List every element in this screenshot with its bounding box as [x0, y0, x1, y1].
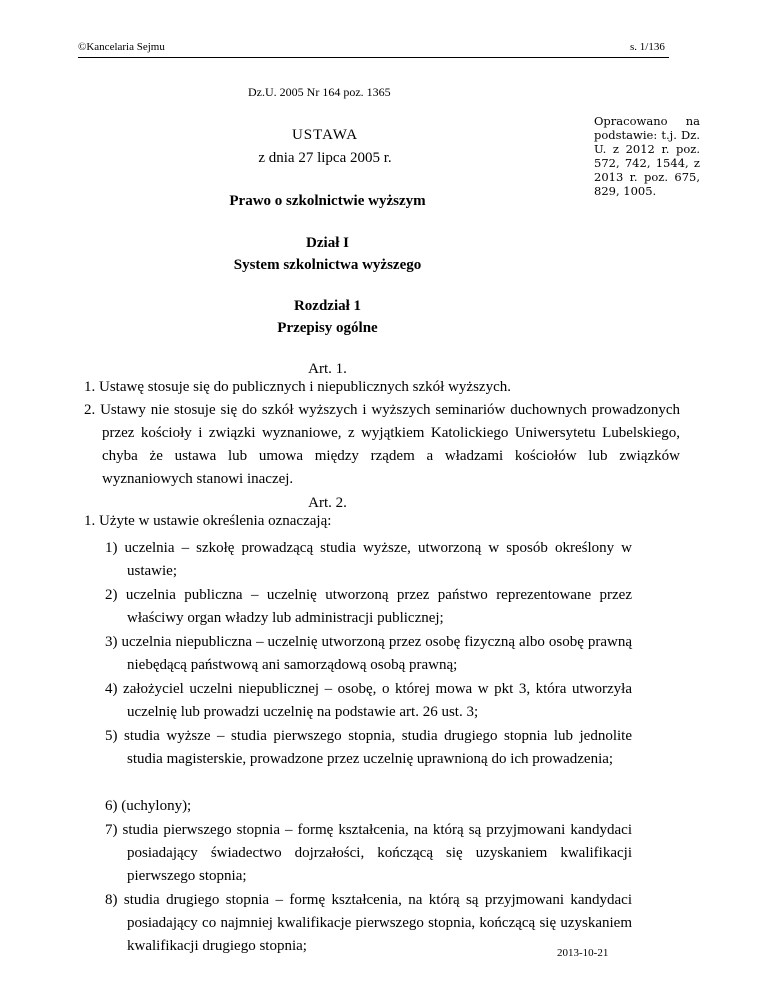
article-2-point-4: 4) założyciel uczelni niepublicznej – osobę, o której mowa w pkt 3, która utworzyła uczelnię lub prowadzi uczelnię na podstawie art. 26 ust. 3; — [105, 681, 632, 720]
act-title: Prawo o szkolnictwie wyższym — [229, 193, 426, 209]
article-2-heading: Art. 2. — [308, 495, 347, 511]
article-1-paragraph-2: 2. Ustawy nie stosuje się do szkół wyższych i wyższych seminariów duchownych prowadzonych przez kościoły i związki wyznaniowe, z wyjątkiem Katolickiego Uniwersytetu Lubelskiego, chyba że ustawa lub umowa między rządem a władzami kościołów lub związków wyznaniowych stanowi inaczej. — [84, 402, 680, 487]
article-2-point-3: 3) uczelnia niepubliczna – uczelnię utworzoną przez osobę fizyczną albo osobę prawną niebędącą państwową ani samorządową osobą prawną; — [105, 634, 632, 673]
journal-reference: Dz.U. 2005 Nr 164 poz. 1365 — [248, 85, 391, 99]
article-2-point-8: 8) studia drugiego stopnia – formę kształcenia, na którą są przyjmowani kandydaci posiadający co najmniej kwalifikacje pierwszego stopnia, kończącą się uzyskaniem kwalifikacji drugiego stopnia; — [105, 892, 632, 954]
header-divider — [78, 57, 669, 58]
division-label: Dział I — [306, 235, 349, 251]
article-2-point-6: 6) (uchylony); — [105, 798, 192, 814]
page-header-left: ©Kancelaria Sejmu — [78, 41, 165, 53]
article-2-point-2: 2) uczelnia publiczna – uczelnię utworzoną przez państwo reprezentowane przez właściwy organ władzy lub administracji publicznej; — [105, 587, 632, 626]
consolidation-basis-note: Opracowano na podstawie: t.j. Dz. U. z 2012 r. poz. 572, 742, 1544, z 2013 r. poz. 675, 829, 1005. — [594, 114, 700, 198]
page-number: s. 1/136 — [630, 41, 665, 53]
article-2-intro: 1. Użyte w ustawie określenia oznaczają: — [84, 513, 332, 529]
article-2-point-7: 7) studia pierwszego stopnia – formę kształcenia, na którą są przyjmowani kandydaci posiadający świadectwo dojrzałości, kończącą się uzyskaniem kwalifikacji pierwszego stopnia; — [105, 822, 632, 884]
act-date: z dnia 27 lipca 2005 r. — [258, 150, 392, 166]
chapter-title: Przepisy ogólne — [277, 320, 378, 336]
chapter-label: Rozdział 1 — [293, 298, 362, 314]
article-1-heading: Art. 1. — [308, 361, 347, 377]
article-1-paragraph-1: 1. Ustawę stosuje się do publicznych i niepublicznych szkół wyższych. — [84, 379, 511, 395]
article-2-point-5: 5) studia wyższe – studia pierwszego stopnia, studia drugiego stopnia lub jednolite studia magisterskie, prowadzone przez uczelnię uprawnioną do ich prowadzenia; — [105, 728, 632, 767]
act-type: USTAWA — [291, 127, 359, 143]
division-title: System szkolnictwa wyższego — [233, 257, 422, 273]
article-2-point-1: 1) uczelnia – szkołę prowadzącą studia wyższe, utworzoną w sposób określony w ustawie; — [105, 540, 632, 579]
footer-date: 2013-10-21 — [557, 947, 609, 959]
